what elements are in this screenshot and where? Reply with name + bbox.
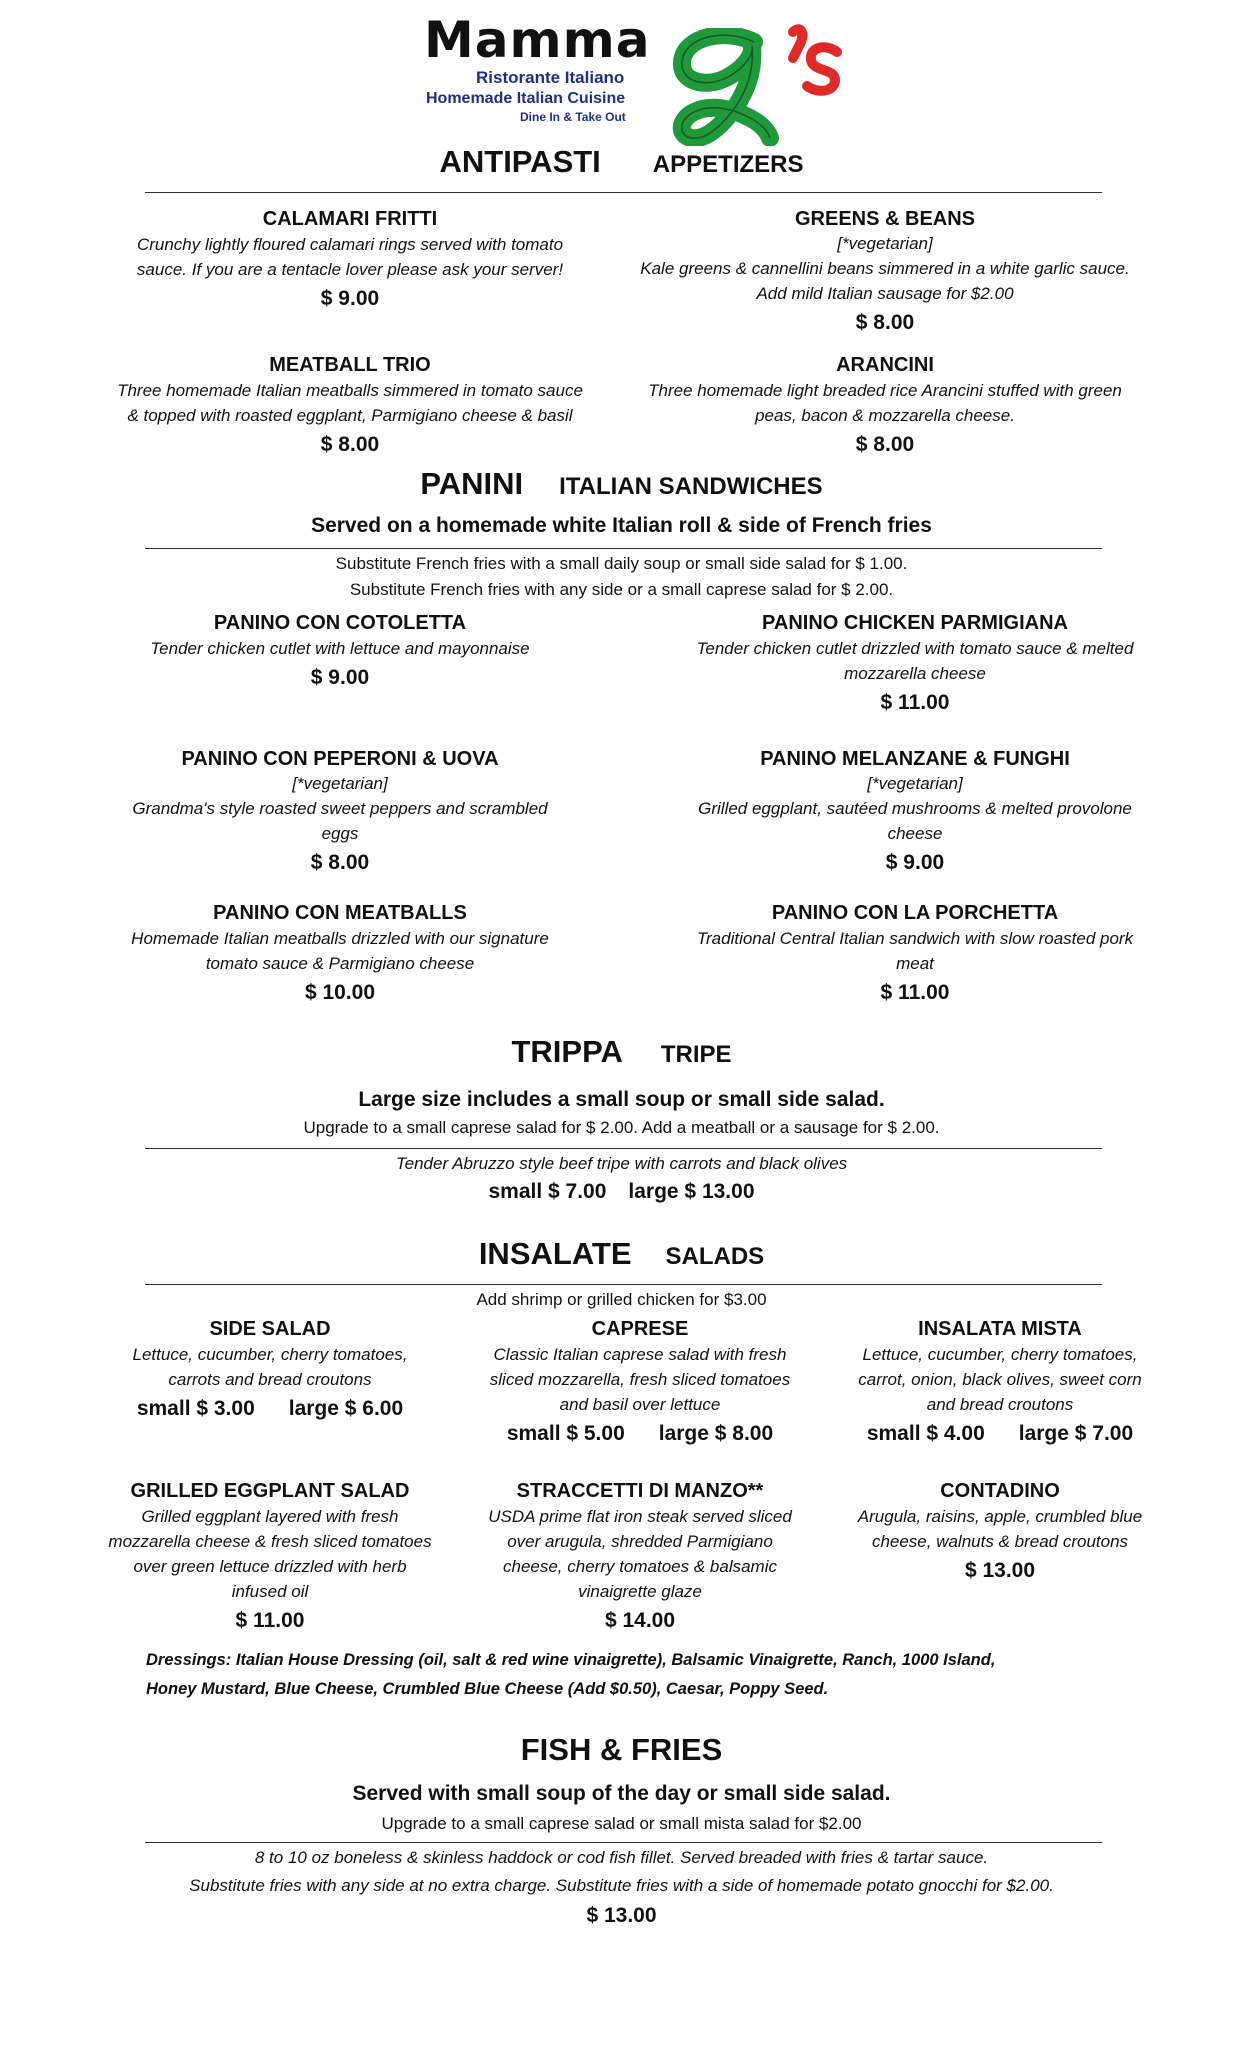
section-divider [145, 1842, 1102, 1843]
item-name: SIDE SALAD [209, 1318, 331, 1340]
insalate-add-note: Add shrimp or grilled chicken for $3.00 [476, 1290, 767, 1309]
item-name: GREENS & BEANS [794, 208, 976, 230]
item-name: GRILLED EGGPLANT SALAD [130, 1480, 410, 1502]
insalate-title-en: SALADS [665, 1243, 765, 1270]
item-name: PANINO CHICKEN PARMIGIANA [762, 612, 1068, 634]
logo-g-letter [666, 28, 784, 146]
item-desc-line: Grilled eggplant layered with fresh [141, 1507, 399, 1526]
insalate-heading [0, 1236, 1243, 1272]
panini-served-note: Served on a homemade white Italian roll & side of French fries [311, 514, 932, 537]
item-desc-line: peas, bacon & mozzarella cheese. [755, 406, 1015, 425]
item-desc-line: vinaigrette glaze [578, 1582, 702, 1601]
item-price: $ 13.00 [964, 1559, 1036, 1582]
item-desc-line: & topped with roasted eggplant, Parmigiano cheese & basil [127, 406, 573, 425]
menu-item-side-salad [80, 1316, 460, 1424]
item-price: $ 8.00 [310, 851, 370, 874]
item-name: STRACCETTI DI MANZO** [516, 1480, 764, 1502]
item-desc-line: over arugula, shredded Parmigiano [507, 1532, 773, 1551]
item-desc-line: Crunchy lightly floured calamari rings served with tomato [136, 235, 564, 254]
section-divider [145, 1148, 1102, 1149]
item-desc-line: Classic Italian caprese salad with fresh [493, 1345, 787, 1364]
item-name: INSALATA MISTA [918, 1318, 1082, 1340]
menu-item-contadino [810, 1478, 1190, 1586]
menu-item-calamari-fritti [85, 206, 615, 314]
logo-mamma-text: Mamma [424, 11, 651, 69]
menu-item-caprese [450, 1316, 830, 1449]
item-desc-line: cheese, cherry tomatoes & balsamic [502, 1557, 777, 1576]
fish-description: Substitute fries with any side at no extra charge. Substitute fries with a side of homemade potato gnocchi for $2.00. [189, 1876, 1054, 1895]
item-price: $ 9.00 [310, 666, 370, 689]
item-name: CAPRESE [591, 1318, 689, 1340]
item-name: CALAMARI FRITTI [262, 208, 438, 230]
item-price: $ 8.00 [320, 433, 380, 456]
item-price: $ 10.00 [304, 981, 376, 1004]
menu-item-panino-porchetta [645, 900, 1185, 1008]
fish-served-note: Served with small soup of the day or small side salad. [352, 1782, 891, 1805]
section-divider [145, 548, 1102, 549]
item-price [450, 1419, 830, 1449]
item-desc-line: mozzarella cheese [844, 664, 986, 683]
price-large: large $ 13.00 [628, 1180, 755, 1203]
logo-subtitle-dine-in: Dine In & Take Out [520, 110, 626, 124]
antipasti-heading [0, 144, 1243, 180]
menu-item-arancini [615, 352, 1155, 460]
item-price: $ 9.00 [885, 851, 945, 874]
item-desc-line: eggs [321, 824, 359, 843]
item-desc-line: Grilled eggplant, sautéed mushrooms & melted provolone [698, 799, 1132, 818]
item-desc-line: Grandma's style roasted sweet peppers and scrambled [132, 799, 548, 818]
item-name: PANINO CON MEATBALLS [213, 902, 467, 924]
item-desc-line: USDA prime flat iron steak served sliced [488, 1507, 792, 1526]
price-small: small $ 7.00 [488, 1180, 607, 1203]
trippa-heading [0, 1034, 1243, 1070]
trippa-upgrade-note: Upgrade to a small caprese salad for $ 2.00. Add a meatball or a sausage for $ 2.00. [303, 1118, 940, 1137]
price-large: large $ 8.00 [658, 1422, 774, 1445]
trippa-title-it: TRIPPA [511, 1034, 623, 1069]
item-desc-line: over green lettuce drizzled with herb [133, 1557, 407, 1576]
fish-title: FISH & FRIES [520, 1732, 723, 1767]
menu-item-panino-peperoni-uova [85, 746, 595, 878]
item-desc-line: and basil over lettuce [559, 1395, 721, 1414]
section-divider [145, 1284, 1102, 1285]
fish-heading [0, 1732, 1243, 1768]
menu-item-panino-chicken-parmigiana [645, 610, 1185, 718]
menu-item-panino-melanzane-funghi [645, 746, 1185, 878]
vegetarian-tag: [*vegetarian] [292, 774, 388, 793]
item-name: PANINO CON COTOLETTA [213, 612, 467, 634]
logo-apostrophe-s [779, 18, 845, 98]
panini-title-en: ITALIAN SANDWICHES [559, 473, 823, 500]
item-desc-line: tomato sauce & Parmigiano cheese [205, 954, 475, 973]
price-large: large $ 7.00 [1018, 1422, 1134, 1445]
item-price: $ 14.00 [604, 1609, 676, 1632]
vegetarian-tag: [*vegetarian] [867, 774, 963, 793]
panini-substitute-note: Substitute French fries with any side or a small caprese salad for $ 2.00. [349, 580, 894, 599]
trippa-large-note: Large size includes a small soup or small side salad. [358, 1088, 885, 1111]
item-name: PANINO CON PEPERONI & UOVA [181, 748, 499, 770]
restaurant-logo [424, 11, 844, 142]
item-desc-line: Homemade Italian meatballs drizzled with our signature [131, 929, 549, 948]
menu-item-panino-meatballs [85, 900, 595, 1008]
item-desc-line: meat [896, 954, 934, 973]
item-desc-line: Traditional Central Italian sandwich with slow roasted pork [696, 929, 1134, 948]
panini-title-it: PANINI [420, 466, 524, 501]
logo-subtitle-ristorante: Ristorante Italiano [476, 68, 625, 87]
insalate-title-it: INSALATE [478, 1236, 632, 1271]
item-desc-line: Add mild Italian sausage for $2.00 [756, 284, 1014, 303]
item-price [80, 1394, 460, 1424]
item-desc-line: Three homemade light breaded rice Arancini stuffed with green [648, 381, 1122, 400]
logo-subtitle-homemade: Homemade Italian Cuisine [426, 90, 626, 107]
item-desc-line: sliced mozzarella, fresh sliced tomatoes [489, 1370, 791, 1389]
fish-description: 8 to 10 oz boneless & skinless haddock or cod fish fillet. Served breaded with fries & tartar sauce. [254, 1848, 989, 1867]
vegetarian-tag: [*vegetarian] [837, 234, 933, 253]
item-desc-line: Kale greens & cannellini beans simmered in a white garlic sauce. [640, 259, 1130, 278]
price-small: small $ 3.00 [136, 1397, 255, 1420]
panini-substitute-note: Substitute French fries with a small daily soup or small side salad for $ 1.00. [335, 554, 908, 573]
item-desc-line: Three homemade Italian meatballs simmered in tomato sauce [117, 381, 583, 400]
item-price: $ 11.00 [880, 691, 950, 714]
item-price: $ 9.00 [320, 287, 380, 310]
item-desc-line: Lettuce, cucumber, cherry tomatoes, [862, 1345, 1138, 1364]
item-desc-line: cheese, walnuts & bread croutons [871, 1532, 1129, 1551]
item-desc-line: Arugula, raisins, apple, crumbled blue [857, 1507, 1143, 1526]
item-desc-line: sauce. If you are a tentacle lover please ask your server! [136, 260, 564, 279]
price-small: small $ 5.00 [506, 1422, 625, 1445]
item-price [810, 1419, 1190, 1449]
menu-item-greens-beans [615, 206, 1155, 338]
trippa-prices [0, 1180, 1243, 1204]
price-large: large $ 6.00 [288, 1397, 404, 1420]
trippa-title-en: TRIPE [660, 1041, 732, 1068]
item-price: $ 8.00 [855, 311, 915, 334]
item-name: CONTADINO [940, 1480, 1060, 1502]
item-price: $ 11.00 [880, 981, 950, 1004]
antipasti-title-en: APPETIZERS [652, 151, 804, 178]
item-desc-line: Tender chicken cutlet drizzled with tomato sauce & melted [696, 639, 1134, 658]
item-desc-line: Lettuce, cucumber, cherry tomatoes, [132, 1345, 408, 1364]
item-name: ARANCINI [836, 354, 934, 376]
item-desc-line: and bread croutons [926, 1395, 1074, 1414]
dressings-line: Honey Mustard, Blue Cheese, Crumbled Blue Cheese (Add $0.50), Caesar, Poppy Seed. [146, 1680, 829, 1698]
item-name: PANINO CON LA PORCHETTA [771, 902, 1059, 924]
dressings-note [146, 1646, 1126, 1704]
menu-item-panino-cotoletta [85, 610, 595, 693]
item-desc-line: Tender chicken cutlet with lettuce and mayonnaise [150, 639, 530, 658]
item-desc-line: mozzarella cheese & fresh sliced tomatoes [108, 1532, 432, 1551]
fish-price: $ 13.00 [586, 1904, 657, 1927]
panini-heading [0, 466, 1243, 502]
price-small: small $ 4.00 [866, 1422, 985, 1445]
item-price: $ 8.00 [855, 433, 915, 456]
menu-item-meatball-trio [85, 352, 615, 460]
item-desc-line: infused oil [231, 1582, 309, 1601]
section-divider [145, 192, 1102, 193]
item-name: MEATBALL TRIO [269, 354, 431, 376]
item-name: PANINO MELANZANE & FUNGHI [760, 748, 1070, 770]
item-desc-line: carrot, onion, black olives, sweet corn [858, 1370, 1142, 1389]
item-price: $ 11.00 [235, 1609, 305, 1632]
antipasti-title-it: ANTIPASTI [439, 144, 601, 179]
menu-item-insalata-mista [810, 1316, 1190, 1449]
trippa-description: Tender Abruzzo style beef tripe with carrots and black olives [395, 1154, 848, 1173]
menu-item-straccetti-di-manzo [450, 1478, 830, 1636]
item-desc-line: carrots and bread croutons [168, 1370, 372, 1389]
item-desc-line: cheese [887, 824, 943, 843]
dressings-line: Dressings: Italian House Dressing (oil, salt & red wine vinaigrette), Balsamic Vinaigrette, Ranch, 1000 Island, [146, 1651, 996, 1669]
menu-item-grilled-eggplant-salad [80, 1478, 460, 1636]
fish-upgrade-note: Upgrade to a small caprese salad or small mista salad for $2.00 [381, 1814, 862, 1833]
